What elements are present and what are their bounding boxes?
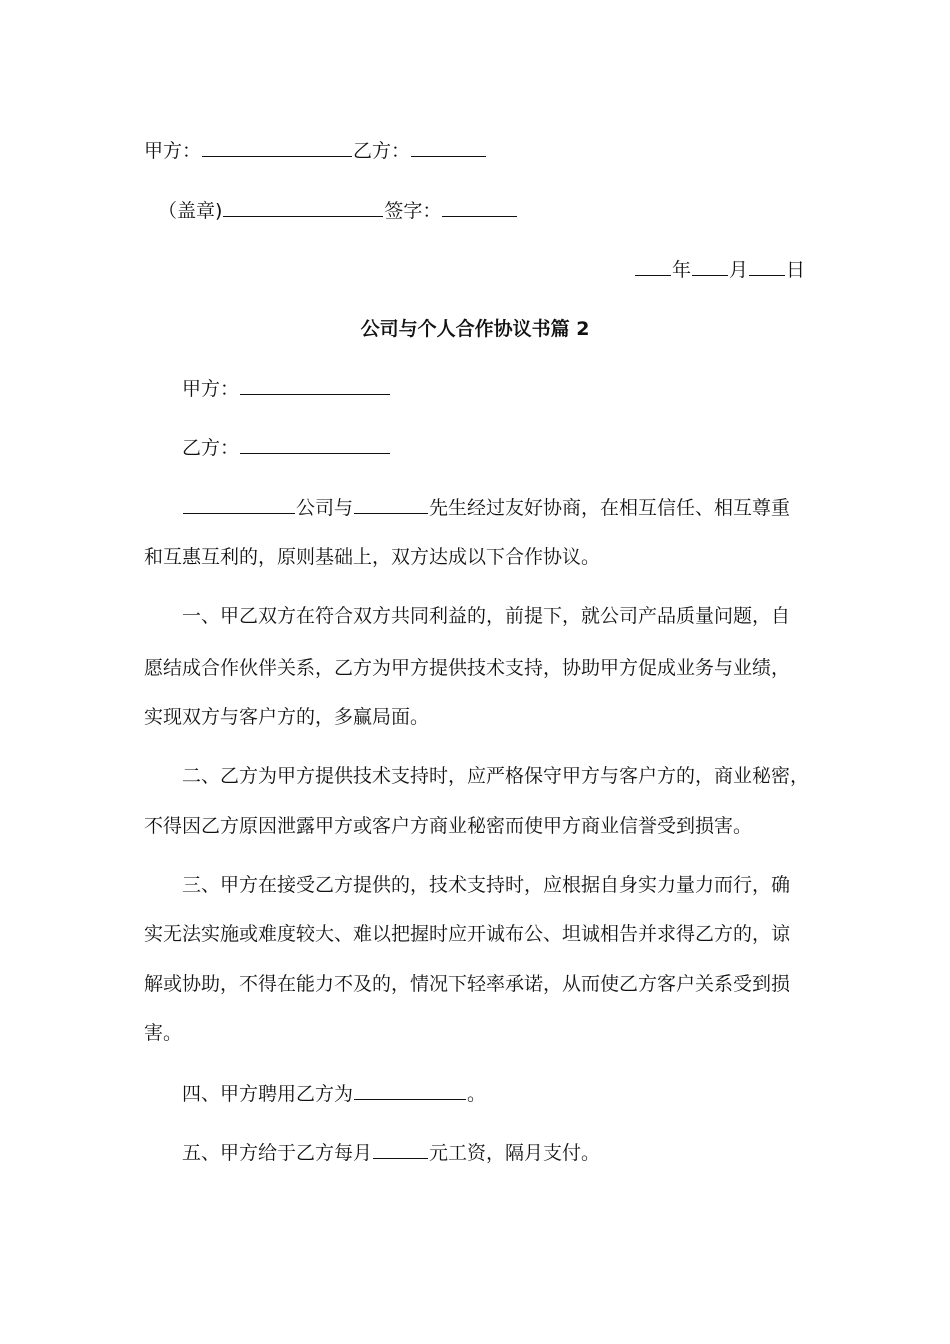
signature-date-line — [634, 257, 805, 282]
clause5-line — [182, 1140, 600, 1165]
party-a-blank[interactable] — [202, 138, 352, 157]
intro-line-1 — [182, 495, 790, 520]
month-label: 月 — [729, 259, 749, 281]
party-b-blank[interactable] — [411, 138, 486, 157]
party-a-label: 甲方： — [144, 140, 202, 162]
clause3-line-4: 害。 — [144, 1022, 183, 1044]
signature-seal-line — [158, 198, 518, 223]
clause3-line-1: 三、甲方在接受乙方提供的，技术支持时，应根据自身实力量力而行，确 — [182, 874, 791, 896]
day-blank[interactable] — [749, 257, 785, 276]
section2-party-a-blank[interactable] — [240, 376, 390, 395]
clause5-part2: 元工资，隔月支付。 — [429, 1142, 601, 1164]
month-blank[interactable] — [692, 257, 728, 276]
section2-party-b-blank[interactable] — [240, 435, 390, 454]
salary-blank[interactable] — [373, 1140, 428, 1159]
position-blank[interactable] — [354, 1081, 466, 1100]
year-label: 年 — [672, 259, 692, 281]
clause4-part1: 四、甲方聘用乙方为 — [182, 1083, 354, 1105]
section2-party-b-line — [182, 435, 391, 460]
clause1-line-2: 愿结成合作伙伴关系，乙方为甲方提供技术支持，协助甲方促成业务与业绩， — [144, 657, 791, 679]
seal-blank[interactable] — [223, 198, 383, 217]
intro-part2: 先生经过友好协商，在相互信任、相互尊重 — [429, 497, 791, 519]
clause5-part1: 五、甲方给于乙方每月 — [182, 1142, 373, 1164]
clause4-part2: 。 — [467, 1083, 487, 1105]
sign-blank[interactable] — [442, 198, 517, 217]
clause1-line-3: 实现双方与客户方的，多赢局面。 — [144, 706, 430, 728]
section2-party-a-label: 甲方： — [182, 378, 240, 400]
sign-label: 签字： — [384, 200, 442, 222]
section2-party-b-label: 乙方： — [182, 437, 240, 459]
intro-line-2: 和互惠互利的，原则基础上，双方达成以下合作协议。 — [144, 546, 601, 568]
clause3-line-3: 解或协助，不得在能力不及的，情况下轻率承诺，从而使乙方客户关系受到损 — [144, 973, 791, 995]
clause3-line-2: 实无法实施或难度较大、难以把握时应开诚布公、坦诚相告并求得乙方的，谅 — [144, 923, 791, 945]
day-label: 日 — [786, 259, 806, 281]
person-name-blank[interactable] — [354, 495, 428, 514]
section2-party-a-line — [182, 376, 391, 401]
clause4-line — [182, 1081, 486, 1106]
clause2-line-1: 二、乙方为甲方提供技术支持时，应严格保守甲方与客户方的，商业秘密， — [182, 765, 810, 787]
signature-parties-line — [144, 138, 487, 163]
company-name-blank[interactable] — [183, 495, 295, 514]
seal-label: （盖章) — [158, 200, 223, 222]
clause1-line-1: 一、甲乙双方在符合双方共同利益的，前提下，就公司产品质量问题，自 — [182, 605, 791, 627]
party-b-label: 乙方： — [353, 140, 411, 162]
clause2-line-2: 不得因乙方原因泄露甲方或客户方商业秘密而使甲方商业信誉受到损害。 — [144, 815, 753, 837]
year-blank[interactable] — [635, 257, 671, 276]
section-title: 公司与个人合作协议书篇 2 — [360, 318, 590, 340]
intro-part1: 公司与 — [296, 497, 354, 519]
